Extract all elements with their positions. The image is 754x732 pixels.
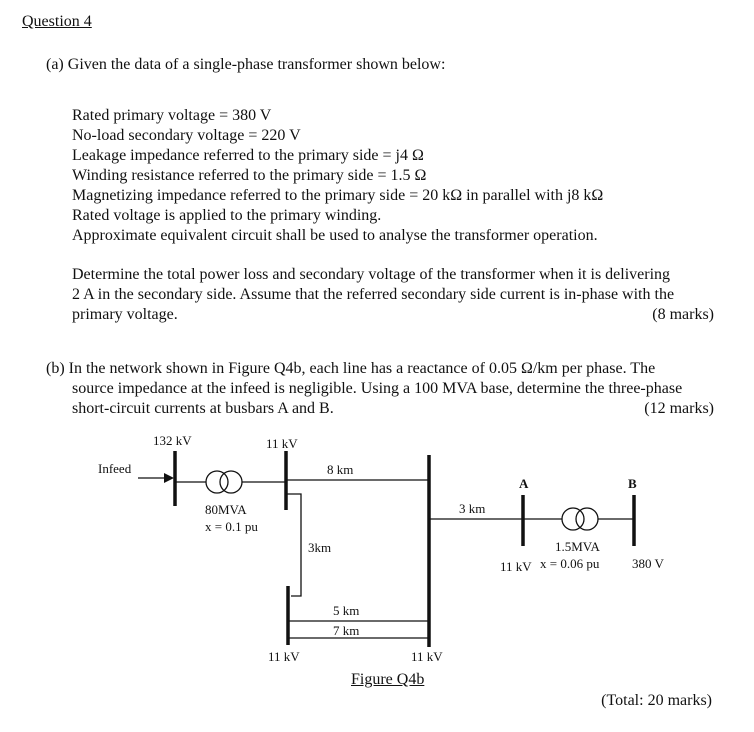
part-a-marks: (8 marks) — [652, 306, 714, 323]
task-line: primary voltage. — [72, 306, 178, 323]
data-line: Approximate equivalent circuit shall be used to analyse the transformer operation. — [72, 227, 598, 244]
data-line: No-load secondary voltage = 220 V — [72, 127, 301, 144]
data-line: Rated voltage is applied to the primary winding. — [72, 207, 382, 224]
data-line: Magnetizing impedance referred to the primary side = 20 kΩ in parallel with j8 kΩ — [72, 187, 604, 204]
label-3km-vertical: 3km — [308, 540, 332, 555]
label-busbar-a: A — [519, 476, 529, 491]
line-3km-vertical — [286, 494, 301, 596]
label-11kv-top: 11 kV — [266, 436, 298, 451]
infeed-arrow-icon — [164, 473, 174, 483]
label-3km-horizontal: 3 km — [459, 501, 486, 516]
part-b-line: source impedance at the infeed is negligible. Using a 100 MVA base, determine the three-phase — [72, 380, 683, 397]
part-b-line: short-circuit currents at busbars A and B. — [72, 400, 334, 417]
data-line: Leakage impedance referred to the primary side = j4 Ω — [72, 147, 424, 164]
transformer-1-5mva-winding-1 — [562, 508, 584, 530]
task-line: 2 A in the secondary side. Assume that the referred secondary side current is in-phase with the — [72, 286, 675, 303]
label-5km: 5 km — [333, 603, 360, 618]
label-132kv: 132 kV — [153, 433, 192, 448]
figure-caption: Figure Q4b — [351, 671, 425, 688]
label-busbar-b: B — [628, 476, 637, 491]
transformer-80mva-winding-2 — [220, 471, 242, 493]
label-80mva: 80MVA — [205, 502, 247, 517]
transformer-1-5mva-winding-2 — [576, 508, 598, 530]
label-x-0-1-pu: x = 0.1 pu — [205, 519, 258, 534]
label-7km: 7 km — [333, 623, 360, 638]
question-title: Question 4 — [22, 13, 92, 30]
label-11kv-bottom-right: 11 kV — [411, 649, 443, 664]
label-11kv-bottom-left: 11 kV — [268, 649, 300, 664]
task-line: Determine the total power loss and secondary voltage of the transformer when it is delivering — [72, 266, 671, 283]
data-line: Rated primary voltage = 380 V — [72, 107, 272, 124]
label-8km: 8 km — [327, 462, 354, 477]
label-1-5mva: 1.5MVA — [555, 539, 600, 554]
label-11kv-a: 11 kV — [500, 559, 532, 574]
part-b-marks: (12 marks) — [644, 400, 714, 417]
transformer-80mva-winding-1 — [206, 471, 228, 493]
data-line: Winding resistance referred to the primary side = 1.5 Ω — [72, 167, 427, 184]
part-b-line: (b) In the network shown in Figure Q4b, each line has a reactance of 0.05 Ω/km per phase. The — [46, 360, 656, 377]
label-x-0-06-pu: x = 0.06 pu — [540, 556, 600, 571]
label-infeed: Infeed — [98, 461, 132, 476]
total-marks: (Total: 20 marks) — [601, 692, 712, 709]
part-a-intro: (a) Given the data of a single-phase transformer shown below: — [46, 56, 446, 73]
label-380v: 380 V — [632, 556, 664, 571]
